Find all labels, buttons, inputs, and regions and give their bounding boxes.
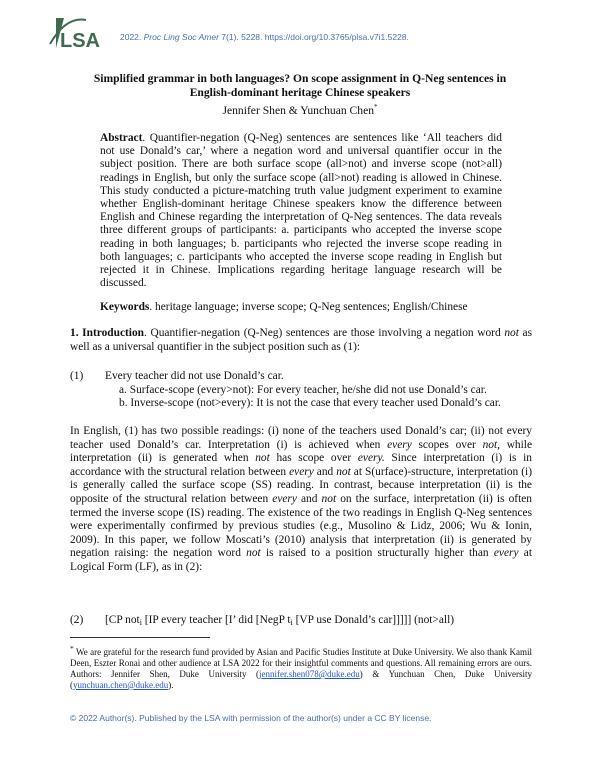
license-line: © 2022 Author(s). Published by the LSA with permission of the author(s) under a CC BY license. — [70, 713, 432, 723]
footnote: * We are grateful for the research fund provided by Asian and Pacific Studies Institute at Duke University. We also thank Kamil Deen, Eszter Ronai and other audience at LSA 2022 for their insightful comments and questions. All remaining errors are ours. Authors: Jennifer Shen, Duke University (jennifer.shen078@duke.edu) & Yunchuan Chen, Duke University (yunchuan.chen@duke.edu). — [70, 644, 532, 690]
authors: Jennifer Shen & Yunchuan Chen* — [222, 103, 378, 117]
abstract: Abstract. Quantifier-negation (Q-Neg) sentences are sentences like ‘All teachers did not use Donald’s car,’ where a negation word and universal quantifier occur in the subject position. There are both surface scope (all>not) and inverse scope (not>all) readings in English, but only the surface scope (all>not) reading is allowed in Chinese. This study conducted a picture-matching truth value judgment experiment to examine whether English-dominant heritage Chinese speakers know the difference between English and Chinese regarding the interpretation of Q-Neg sentences. The data reveals three different groups of participants: a. participants who accepted the inverse scope reading in both languages; b. participants who rejected the inverse scope reading in both languages; c. participants who accepted the inverse scope reading in English but rejected it in Chinese. Implications regarding heritage language research will be discussed. — [100, 132, 502, 290]
page-header — [46, 14, 566, 54]
section-heading: 1. Introduction — [70, 327, 144, 339]
citation: 2022. Proc Ling Soc Amer 7(1). 5228. https://doi.org/10.3765/plsa.v7i1.5228. — [120, 32, 409, 42]
footnote-divider — [70, 637, 210, 638]
keywords: Keywords. heritage language; inverse scope; Q-Neg sentences; English/Chinese — [100, 301, 468, 313]
logo-text: LSA — [60, 30, 100, 52]
paper-title: Simplified grammar in both languages? On scope assignment in Q-Neg sentences in English-dominant heritage Chinese speakers — [93, 72, 507, 99]
email-link-chen[interactable]: yunchuan.chen@duke.edu — [73, 680, 169, 690]
email-link-shen[interactable]: jennifer.shen078@duke.edu — [259, 669, 360, 679]
intro-paragraph: 1. Introduction. Quantifier-negation (Q-Neg) sentences are those involving a negation word not as well as a universal quantifier in the subject position such as (1): — [70, 327, 532, 353]
lsa-logo — [46, 14, 104, 52]
body-paragraph: In English, (1) has two possible readings: (i) none of the teachers used Donald’s car; (ii) not every teacher used Donald’s car. Interpretation (i) is achieved when every scopes over not, while interpretation (ii) is generated when not has scope over every. Since interpretation (i) is in accordance with the structural relation between every and not at S(urface)-structure, interpretation (i) is generally called the surface scope (SS) reading. In contrast, because interpretation (ii) is the opposite of the structural relation between every and not on the surface, interpretation (ii) is often termed the inverse scope (IS) reading. The existence of the two readings in English Q-Neg sentences were experimentally confirmed by previous studies (e.g., Musolino & Lidz, 2006; Wu & Ionin, 2009). In this paper, we follow Moscati’s (2010) analysis that interpretation (ii) is generated by negation raising: the negation word not is raised to a position structurally higher than every at Logical Form (LF), as in (2): — [70, 425, 533, 573]
